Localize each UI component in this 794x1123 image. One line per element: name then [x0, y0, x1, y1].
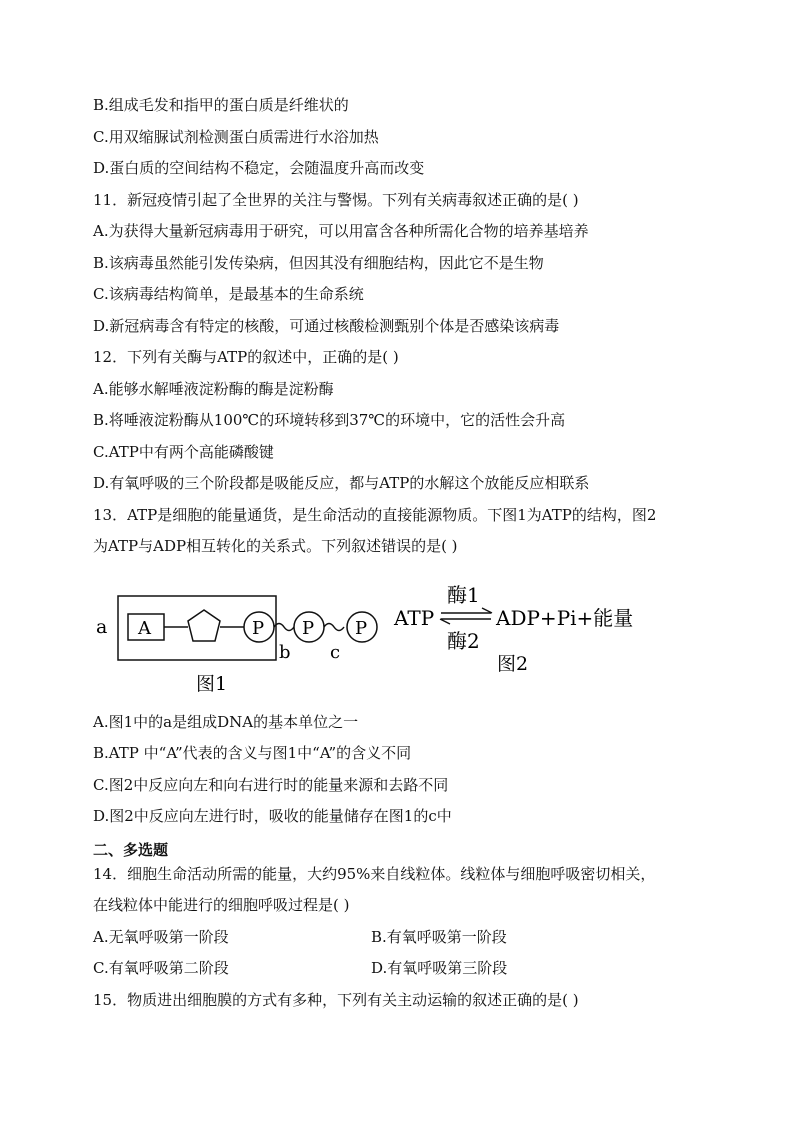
q13-option-d: D.图2中反应向左进行时，吸收的能量储存在图1的c中	[93, 807, 452, 825]
q13-option-b: B.ATP 中“A”代表的含义与图1中“A”的含义不同	[93, 744, 412, 762]
q13-stem-line1: 13．ATP是细胞的能量通货，是生命活动的直接能源物质。下图1为ATP的结构，图2	[93, 506, 657, 524]
q10-option-d: D.蛋白质的空间结构不稳定，会随温度升高而改变	[93, 159, 425, 177]
q14-stem-line2: 在线粒体中能进行的细胞呼吸过程是( )	[93, 896, 350, 914]
q10-option-b: B.组成毛发和指甲的蛋白质是纤维状的	[93, 96, 349, 114]
section-title-multiple-choice: 二、多选题	[93, 841, 169, 859]
fig1-caption: 图1	[196, 673, 228, 695]
q12-stem: 12．下列有关酶与ATP的叙述中，正确的是( )	[93, 348, 399, 366]
q14-option-d: D.有氧呼吸第三阶段	[371, 959, 508, 977]
q12-option-d: D.有氧呼吸的三个阶段都是吸能反应，都与ATP的水解这个放能反应相联系	[93, 474, 590, 492]
fig2-enzyme-1: 酶1	[447, 583, 480, 607]
fig1-ribose-pentagon	[188, 610, 220, 641]
fig2-reverse-arrowhead	[440, 619, 450, 624]
q14-option-a: A.无氧呼吸第一阶段	[93, 928, 229, 946]
fig2-caption: 图2	[497, 653, 529, 675]
q11-stem: 11．新冠疫情引起了全世界的关注与警惕。下列有关病毒叙述正确的是( )	[93, 191, 579, 209]
fig1-label-b: b	[279, 642, 291, 663]
q13-option-c: C.图2中反应向左和向右进行时的能量来源和去路不同	[93, 776, 449, 794]
fig1-high-energy-bond-c	[324, 624, 344, 631]
q10-option-c: C.用双缩脲试剂检测蛋白质需进行水浴加热	[93, 128, 379, 146]
q15-stem: 15．物质进出细胞膜的方式有多种，下列有关主动运输的叙述正确的是( )	[93, 991, 579, 1009]
q12-option-c: C.ATP中有两个高能磷酸键	[93, 443, 274, 461]
fig2-atp: ATP	[394, 606, 435, 630]
fig2-products: ADP+Pi+能量	[496, 606, 634, 630]
q11-option-b: B.该病毒虽然能引发传染病，但因其没有细胞结构，因此它不是生物	[93, 254, 544, 272]
fig1-high-energy-bond-b	[274, 624, 294, 631]
q12-option-b: B.将唾液淀粉酶从100℃的环境转移到37℃的环境中，它的活性会升高	[93, 411, 566, 429]
q14-stem-line1: 14．细胞生命活动所需的能量，大约95%来自线粒体。线粒体与细胞呼吸密切相关，	[93, 865, 656, 883]
q11-option-d: D.新冠病毒含有特定的核酸，可通过核酸检测甄别个体是否感染该病毒	[93, 317, 560, 335]
q12-option-a: A.能够水解唾液淀粉酶的酶是淀粉酶	[93, 380, 334, 398]
q14-option-c: C.有氧呼吸第二阶段	[93, 959, 229, 977]
fig2-enzyme-2: 酶2	[447, 629, 480, 653]
q14-option-b: B.有氧呼吸第一阶段	[371, 928, 507, 946]
fig1-label-A: A	[138, 618, 151, 639]
fig2-forward-arrowhead	[482, 608, 492, 613]
fig1-label-p2: P	[302, 618, 315, 639]
fig1-label-a: a	[96, 616, 108, 638]
q13-option-a: A.图1中的a是组成DNA的基本单位之一	[93, 713, 359, 731]
q11-option-c: C.该病毒结构简单，是最基本的生命系统	[93, 285, 364, 303]
q11-option-a: A.为获得大量新冠病毒用于研究，可以用富含各种所需化合物的培养基培养	[93, 222, 589, 240]
atp-figure	[96, 578, 656, 698]
fig1-label-p1: P	[252, 618, 265, 639]
atp-diagram	[96, 578, 656, 698]
fig1-label-c: c	[330, 642, 341, 663]
q13-stem-line2: 为ATP与ADP相互转化的关系式。下列叙述错误的是( )	[93, 537, 458, 555]
fig1-label-p3: P	[355, 618, 368, 639]
